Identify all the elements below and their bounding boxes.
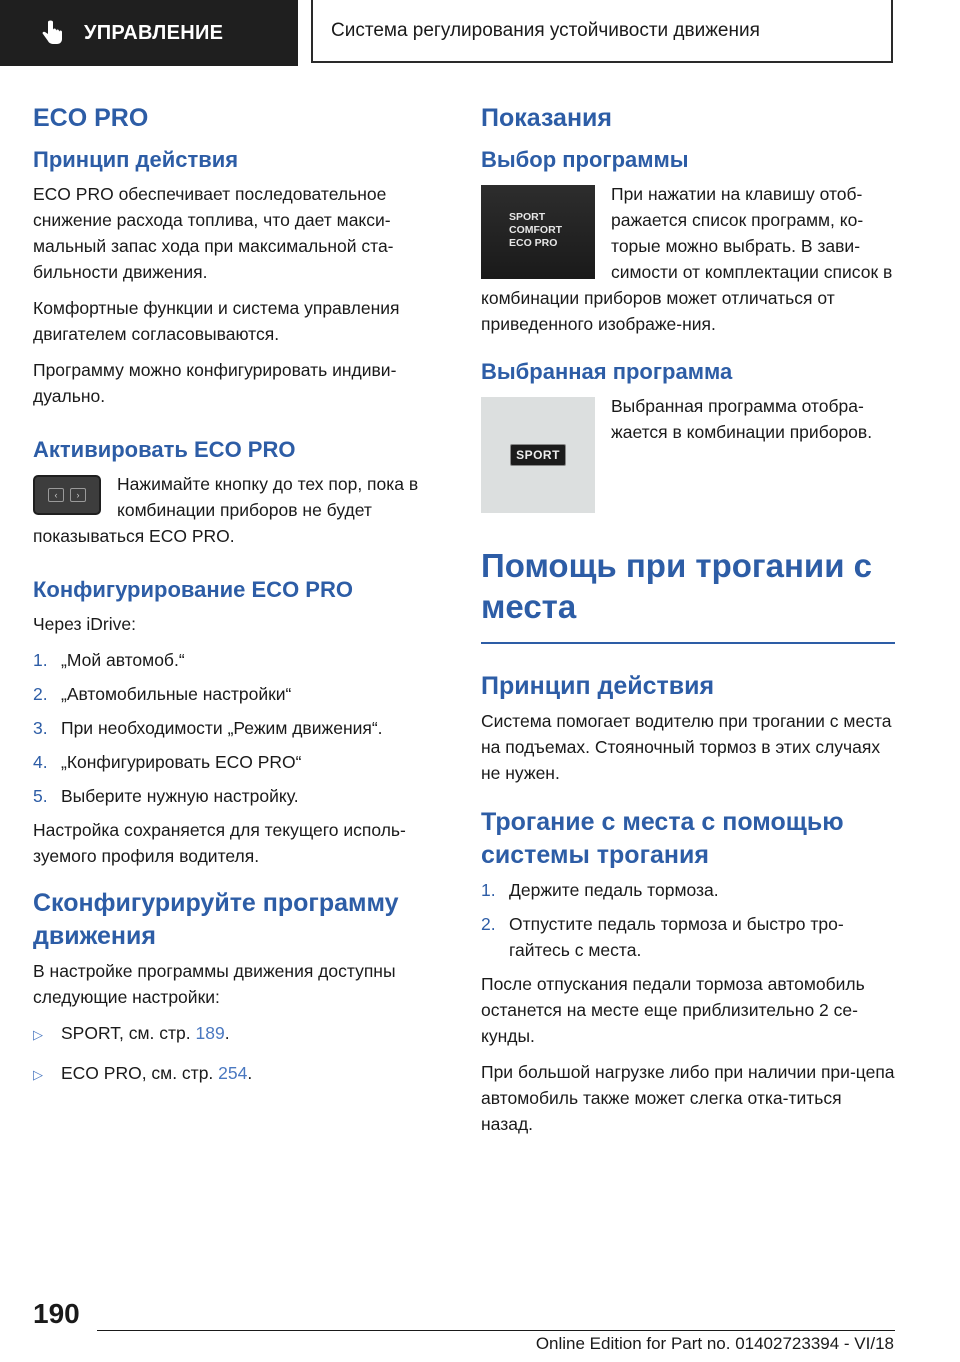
- step-number: 1.: [33, 650, 48, 670]
- activate-block: [33, 471, 443, 559]
- hand-pointer-icon: [38, 19, 66, 47]
- selected-program-block: [481, 393, 895, 519]
- page-number: 190: [33, 1298, 80, 1329]
- footer-divider: [97, 1330, 895, 1331]
- hill-start-paragraph-2: При большой нагрузке либо при наличии при-цепа автомобиль также может слегка отка-титься назад.: [481, 1062, 895, 1134]
- right-column: [481, 96, 895, 1147]
- menu-line: SPORT: [509, 211, 546, 223]
- list-item: [481, 911, 895, 963]
- list-item: [33, 783, 443, 809]
- drive-program-heading: Сконфигурируйте программу движения: [33, 889, 399, 950]
- list-item: [33, 647, 443, 673]
- hill-principle-heading: Принцип действия: [481, 671, 715, 700]
- step-number: 2.: [481, 914, 496, 934]
- principle-paragraph-3: Программу можно конфигурировать индиви-дуально.: [33, 360, 397, 406]
- chapter-title: Система регулирования устойчивости движения: [331, 19, 760, 41]
- list-item: [33, 1060, 443, 1088]
- activate-paragraph: Нажимайте кнопку до тех пор, пока в комбинации приборов не будет показываться ECO PRO.: [33, 474, 419, 546]
- selected-program-image: [481, 397, 595, 513]
- sport-tag: SPORT: [510, 444, 566, 466]
- hill-start-title: Помощь при трогании с места: [481, 547, 873, 626]
- triangle-right-icon: ▷: [33, 1067, 43, 1082]
- program-select-paragraph: При нажатии на клавишу отоб-ражается список программ, ко-торые можно выбрать. В зави-симости от комплектации список в комбинации приборов может отличаться от приведенного изображе-ния.: [481, 184, 893, 334]
- step-number: 2.: [33, 684, 48, 704]
- step-text: Отпустите педаль тормоза и быстро тро-гайтесь с места.: [509, 914, 844, 960]
- step-number: 3.: [33, 718, 48, 738]
- hill-principle-paragraph: Система помогает водителю при трогании с места на подъемах. Стояночный тормоз в этих случаях не нужен.: [481, 711, 892, 783]
- list-item: [33, 749, 443, 775]
- step-text: При необходимости „Режим движения“.: [61, 718, 383, 738]
- triangle-right-icon: ▷: [33, 1027, 43, 1042]
- menu-line: ECO PRO: [509, 237, 558, 249]
- configure-heading: Конфигурирование ECO PRO: [33, 577, 353, 602]
- program-list-image: [481, 185, 595, 279]
- item-text: ECO PRO, см. стр.: [61, 1063, 219, 1083]
- eco-pro-title: ECO PRO: [33, 104, 149, 132]
- hill-start-paragraph-1: После отпускания педали тормоза автомобиль останется на месте еще приблизительно 2 се-кунды.: [481, 974, 865, 1046]
- selected-program-paragraph: Выбранная программа отобра-жается в комбинации приборов.: [611, 396, 873, 442]
- program-select-heading: Выбор программы: [481, 147, 689, 172]
- page-link-189[interactable]: 189: [195, 1023, 225, 1043]
- principle-paragraph-2: Комфортные функции и система управления двигателем согласовываются.: [33, 298, 400, 344]
- step-text: „Конфигурировать ECO PRO“: [61, 752, 302, 772]
- hill-start-heading: Трогание с места с помощью системы трогания: [481, 808, 844, 869]
- indications-title: Показания: [481, 104, 613, 132]
- arrow-left-icon: ‹: [48, 488, 64, 502]
- edition-text: Online Edition for Part no. 01402723394 - VI/18: [535, 1334, 894, 1353]
- left-column: [33, 96, 443, 1100]
- title-divider: [481, 642, 895, 644]
- chapter-header: [311, 0, 893, 63]
- step-number: 5.: [33, 786, 48, 806]
- configure-steps: [33, 647, 443, 809]
- configure-intro: Через iDrive:: [33, 614, 136, 634]
- drive-program-paragraph: В настройке программы движения доступны следующие настройки:: [33, 961, 396, 1007]
- step-text: Держите педаль тормоза.: [509, 880, 719, 900]
- section-title: УПРАВЛЕНИЕ: [84, 21, 224, 44]
- arrow-right-icon: ›: [70, 488, 86, 502]
- list-item: [33, 715, 443, 741]
- menu-line: COMFORT: [509, 224, 563, 236]
- drive-mode-button-image: [33, 475, 101, 515]
- principle-heading: Принцип действия: [33, 147, 239, 172]
- program-select-block: [481, 181, 895, 347]
- step-number: 4.: [33, 752, 48, 772]
- item-end: .: [247, 1063, 253, 1083]
- step-text: „Мой автомоб.“: [61, 650, 185, 670]
- page-link-254[interactable]: 254: [218, 1063, 248, 1083]
- step-text: „Автомобильные настройки“: [61, 684, 292, 704]
- list-item: [481, 877, 895, 903]
- selected-program-heading: Выбранная программа: [481, 359, 733, 384]
- header-section-tab: [0, 0, 298, 66]
- list-item: [33, 1020, 443, 1048]
- step-number: 1.: [481, 880, 496, 900]
- activate-heading: Активировать ECO PRO: [33, 437, 296, 462]
- hill-start-steps: [481, 877, 895, 963]
- drive-program-list: [33, 1020, 443, 1088]
- principle-paragraph-1: ECO PRO обеспечивает последовательное снижение расхода топлива, что дает макси-мальный запас хода при максимальной ста-бильности движения.: [33, 184, 394, 282]
- step-text: Выберите нужную настройку.: [61, 786, 299, 806]
- configure-note: Настройка сохраняется для текущего исполь-зуемого профиля водителя.: [33, 820, 406, 866]
- list-item: [33, 681, 443, 707]
- item-text: SPORT, см. стр.: [61, 1023, 196, 1043]
- item-end: .: [224, 1023, 230, 1043]
